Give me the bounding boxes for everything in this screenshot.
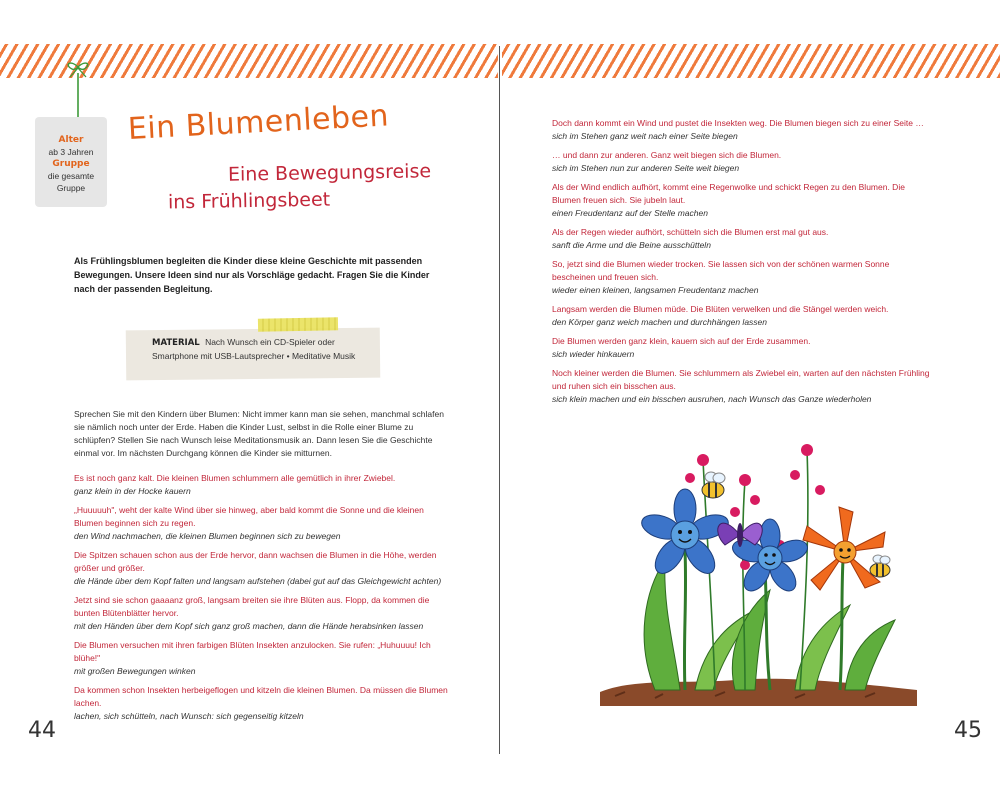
left-page [0, 0, 498, 800]
age-group-box [35, 117, 107, 207]
story-text: … und dann zur anderen. Ganz weit biegen sich die Blumen. [552, 150, 782, 160]
material-label: MATERIAL [152, 338, 200, 348]
list-item [552, 367, 932, 406]
list-item [552, 335, 932, 361]
action-text: mit großen Bewegungen winken [74, 666, 196, 676]
story-text: Es ist noch ganz kalt. Die kleinen Blumen schlummern alle gemütlich in ihrer Zwiebel. [74, 473, 396, 483]
action-text: sich wieder hinkauern [552, 349, 635, 359]
action-text: mit den Händen über dem Kopf sich ganz groß machen, dann die Hände herabsinken lassen [74, 621, 424, 631]
story-text: Die Blumen versuchen mit ihren farbigen Blüten Insekten anzulocken. Sie rufen: „Huhuuuu! Ich blühe!" [74, 640, 431, 663]
flower-illustration [595, 440, 925, 710]
story-text: Noch kleiner werden die Blumen. Sie schlummern als Zwiebel ein, warten auf den nächsten Frühling und ruhen sich ein bisschen aus. [552, 368, 930, 391]
list-item [74, 549, 452, 588]
body-paragraph: Sprechen Sie mit den Kindern über Blumen: Nicht immer kann man sie sehen, manchmal schlafen sie nämlich noch unter der Erde. Haben die Kinder Lust, selbst in die Rolle einer Blume zu schlüpfen? Stellen Sie nach Wunsch leise Meditationsmusik an. Dann lesen Sie die Geschichte einmal vor. Im nächsten Durchgang können die Kinder sie mitturnen. [74, 409, 444, 458]
material-description: Nach Wunsch ein CD-Spieler oder Smartphone mit USB-Lautsprecher • Meditative Musik [152, 337, 356, 361]
action-text: den Wind nachmachen, die kleinen Blumen beginnen sich zu bewegen [74, 531, 341, 541]
story-text: Als der Regen wieder aufhört, schütteln sich die Blumen erst mal gut aus. [552, 227, 829, 237]
action-text: sich im Stehen nun zur anderen Seite weit biegen [552, 163, 740, 173]
list-item [552, 226, 932, 252]
list-item [552, 303, 932, 329]
list-item [74, 504, 452, 543]
gruppe-label: Gruppe [52, 159, 90, 169]
gruppe-value-line2: Gruppe [56, 183, 86, 193]
action-text: den Körper ganz weich machen und durchhängen lassen [552, 317, 768, 327]
list-item [74, 594, 452, 633]
list-item [552, 258, 932, 297]
story-text: Langsam werden die Blumen müde. Die Blüten verwelken und die Stängel werden weich. [552, 304, 889, 314]
action-text: die Hände über dem Kopf falten und langsam aufstehen (dabei gut auf das Gleichgewicht achten) [74, 576, 442, 586]
story-text: Die Spitzen schauen schon aus der Erde hervor, dann wachsen die Blumen in die Höhe, werden größer und größer. [74, 550, 437, 573]
list-item [74, 684, 452, 723]
story-text: Doch dann kommt ein Wind und pustet die Insekten weg. Die Blumen biegen sich zu einer Seite … [552, 118, 924, 128]
action-text: sanft die Arme und die Beine ausschütteln [552, 240, 711, 250]
list-item [552, 149, 932, 175]
action-text: sich im Stehen ganz weit nach einer Seite biegen [552, 131, 738, 141]
list-item [74, 639, 452, 678]
story-text: „Huuuuuh", weht der kalte Wind über sie hinweg, aber bald kommt die Sonne und die kleinen Blumen beginnen sich zu regen. [74, 505, 424, 528]
left-steps-list [74, 472, 452, 729]
subtitle-line2: ins Frühlingsbeet [167, 188, 331, 214]
list-item [552, 117, 932, 143]
decorative-stripe-band-right [502, 44, 1000, 78]
action-text: ganz klein in der Hocke kauern [74, 486, 191, 496]
tape-strip [258, 317, 338, 331]
intro-paragraph: Als Frühlingsblumen begleiten die Kinder diese kleine Geschichte mit passenden Bewegungen. Unsere Ideen sind nur als Vorschläge gedacht. Fragen Sie die Kinder nach der passenden Begleitung. [74, 256, 430, 294]
page-title: Ein Blumenleben [127, 98, 390, 147]
list-item [552, 181, 932, 220]
action-text: lachen, sich schütteln, nach Wunsch: sich gegenseitig kitzeln [74, 711, 304, 721]
alter-label: Alter [58, 135, 84, 145]
story-text: So, jetzt sind die Blumen wieder trocken. Sie lassen sich von der schönen warmen Sonne bescheinen und freuen sich. [552, 259, 890, 282]
story-text: Die Blumen werden ganz klein, kauern sich auf der Erde zusammen. [552, 336, 811, 346]
story-text: Da kommen schon Insekten herbeigeflogen und kitzeln die kleinen Blumen. Da müssen die Blumen lachen. [74, 685, 448, 708]
list-item [74, 472, 452, 498]
story-text: Als der Wind endlich aufhört, kommt eine Regenwolke und schickt Regen zu den Blumen. Die Blumen freuen sich. Sie jubeln laut. [552, 182, 905, 205]
subtitle-line1: Eine Bewegungsreise [227, 160, 432, 186]
story-text: Jetzt sind sie schon gaaaanz groß, langsam breiten sie ihre Blüten aus. Flopp, da kommen die bunten Blütenblätter hervor. [74, 595, 430, 618]
action-text: wieder einen kleinen, langsamen Freudentanz machen [552, 285, 759, 295]
right-steps-list [552, 117, 932, 412]
page-number-left: 44 [28, 718, 56, 743]
page-gutter [499, 46, 500, 754]
gruppe-value-line1: die gesamte [47, 171, 95, 181]
page-number-right: 45 [954, 718, 982, 743]
alter-value: ab 3 Jahren [48, 147, 94, 157]
action-text: einen Freudentanz auf der Stelle machen [552, 208, 708, 218]
action-text: sich klein machen und ein bisschen ausruhen, nach Wunsch das Ganze wiederholen [552, 394, 872, 404]
material-text [152, 336, 374, 363]
